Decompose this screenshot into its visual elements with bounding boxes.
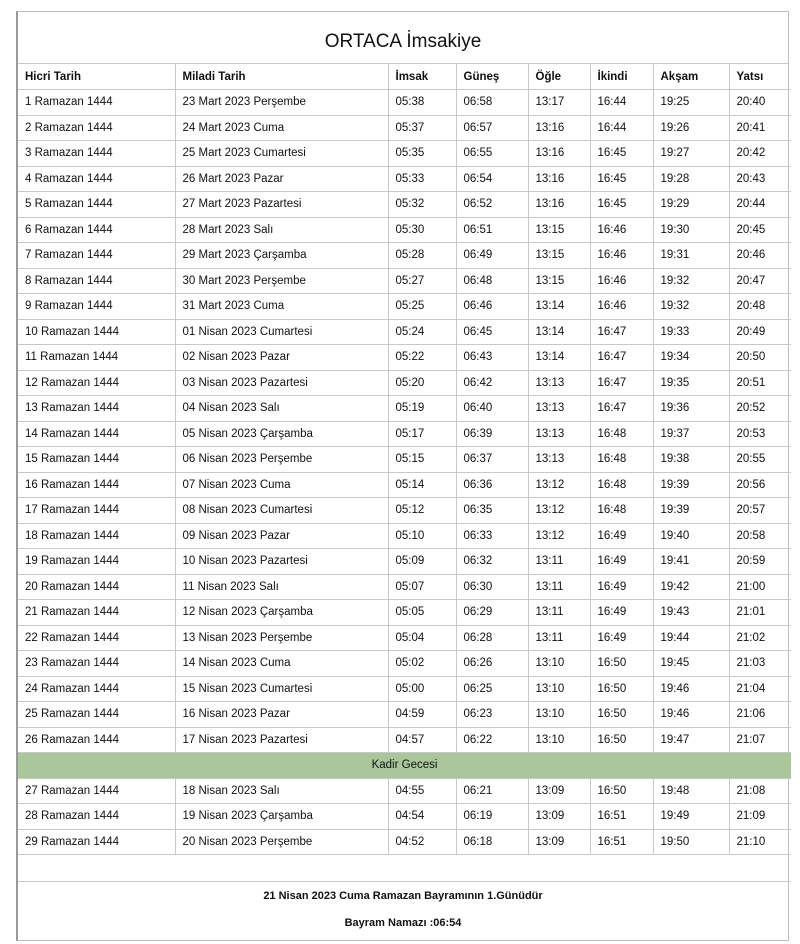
table-cell: 05:10 [388, 523, 456, 549]
table-cell: 09 Nisan 2023 Pazar [175, 523, 388, 549]
table-cell: 7 Ramazan 1444 [18, 243, 175, 269]
table-cell: 16:48 [590, 498, 653, 524]
table-cell: 13:10 [528, 727, 590, 753]
table-cell: 05:33 [388, 166, 456, 192]
table-cell: 16 Ramazan 1444 [18, 472, 175, 498]
table-row [18, 268, 791, 294]
table-cell: 16:47 [590, 345, 653, 371]
table-row [18, 702, 791, 728]
table-cell: 20:46 [729, 243, 791, 269]
header-ikindi: İkindi [590, 64, 653, 90]
table-cell: 13 Ramazan 1444 [18, 396, 175, 422]
table-cell: 13:13 [528, 447, 590, 473]
table-cell: 16:44 [590, 115, 653, 141]
table-cell: 05:12 [388, 498, 456, 524]
table-cell: 21:08 [729, 778, 791, 804]
table-cell: 16:48 [590, 421, 653, 447]
table-cell: 21:04 [729, 676, 791, 702]
table-cell: 06:35 [456, 498, 528, 524]
table-cell: 06:43 [456, 345, 528, 371]
table-cell: 13:16 [528, 192, 590, 218]
table-cell: 06:25 [456, 676, 528, 702]
table-cell: 31 Mart 2023 Cuma [175, 294, 388, 320]
table-cell: 06:57 [456, 115, 528, 141]
table-cell: 13:12 [528, 523, 590, 549]
table-cell: 16:47 [590, 319, 653, 345]
table-cell: 06:39 [456, 421, 528, 447]
table-cell: 05:00 [388, 676, 456, 702]
header-ogle: Öğle [528, 64, 590, 90]
header-hicri-tarih: Hicri Tarih [18, 64, 175, 90]
table-cell: 13:17 [528, 90, 590, 116]
spacer-row [18, 855, 791, 882]
table-row [18, 115, 791, 141]
table-row [18, 141, 791, 167]
table-cell: 19:40 [653, 523, 729, 549]
table-cell: 19:32 [653, 268, 729, 294]
table-cell: 06:36 [456, 472, 528, 498]
table-cell: 06:23 [456, 702, 528, 728]
table-cell: 04:55 [388, 778, 456, 804]
table-cell: 06:58 [456, 90, 528, 116]
table-cell: 30 Mart 2023 Perşembe [175, 268, 388, 294]
table-cell: 05:32 [388, 192, 456, 218]
table-body-second [18, 778, 791, 855]
table-cell: 19:31 [653, 243, 729, 269]
table-cell: 8 Ramazan 1444 [18, 268, 175, 294]
table-cell: 21:10 [729, 829, 791, 855]
table-cell: 25 Ramazan 1444 [18, 702, 175, 728]
table-cell: 21:01 [729, 600, 791, 626]
table-cell: 10 Nisan 2023 Pazartesi [175, 549, 388, 575]
table-cell: 16:50 [590, 778, 653, 804]
table-cell: 05 Nisan 2023 Çarşamba [175, 421, 388, 447]
table-cell: 04:59 [388, 702, 456, 728]
bayram-info [18, 882, 788, 938]
table-cell: 05:20 [388, 370, 456, 396]
table-cell: 13:16 [528, 166, 590, 192]
table-cell: 06:45 [456, 319, 528, 345]
table-cell: 21:06 [729, 702, 791, 728]
table-cell: 05:22 [388, 345, 456, 371]
table-cell: 07 Nisan 2023 Cuma [175, 472, 388, 498]
table-cell: 25 Mart 2023 Cumartesi [175, 141, 388, 167]
table-cell: 06:18 [456, 829, 528, 855]
table-cell: 06:37 [456, 447, 528, 473]
table-cell: 20:53 [729, 421, 791, 447]
table-cell: 2 Ramazan 1444 [18, 115, 175, 141]
table-cell: 06:26 [456, 651, 528, 677]
table-cell: 28 Ramazan 1444 [18, 804, 175, 830]
table-cell: 13:16 [528, 141, 590, 167]
table-cell: 4 Ramazan 1444 [18, 166, 175, 192]
table-cell: 19:36 [653, 396, 729, 422]
table-cell: 05:04 [388, 625, 456, 651]
table-cell: 19:25 [653, 90, 729, 116]
table-cell: 13:13 [528, 396, 590, 422]
table-cell: 13:11 [528, 574, 590, 600]
table-row [18, 217, 791, 243]
table-cell: 13:13 [528, 421, 590, 447]
table-cell: 05:35 [388, 141, 456, 167]
table-cell: 13:13 [528, 370, 590, 396]
table-cell: 06:30 [456, 574, 528, 600]
table-cell: 03 Nisan 2023 Pazartesi [175, 370, 388, 396]
table-cell: 19:44 [653, 625, 729, 651]
table-cell: 19:46 [653, 702, 729, 728]
table-cell: 06:51 [456, 217, 528, 243]
table-cell: 05:37 [388, 115, 456, 141]
table-cell: 22 Ramazan 1444 [18, 625, 175, 651]
table-row [18, 498, 791, 524]
table-cell: 20:45 [729, 217, 791, 243]
table-cell: 20:59 [729, 549, 791, 575]
table-cell: 20 Nisan 2023 Perşembe [175, 829, 388, 855]
table-row [18, 651, 791, 677]
table-cell: 29 Mart 2023 Çarşamba [175, 243, 388, 269]
table-cell: 16:49 [590, 523, 653, 549]
table-cell: 06:22 [456, 727, 528, 753]
table-cell: 13:14 [528, 345, 590, 371]
table-cell: 19:28 [653, 166, 729, 192]
table-cell: 27 Mart 2023 Pazartesi [175, 192, 388, 218]
table-cell: 05:05 [388, 600, 456, 626]
table-cell: 16:51 [590, 829, 653, 855]
table-cell: 16:51 [590, 804, 653, 830]
table-row [18, 676, 791, 702]
table-cell: 05:14 [388, 472, 456, 498]
table-cell: 13 Nisan 2023 Perşembe [175, 625, 388, 651]
table-cell: 04:54 [388, 804, 456, 830]
table-cell: 11 Ramazan 1444 [18, 345, 175, 371]
table-cell: 19 Ramazan 1444 [18, 549, 175, 575]
table-cell: 19:50 [653, 829, 729, 855]
table-cell: 13:15 [528, 243, 590, 269]
table-cell: 20:42 [729, 141, 791, 167]
table-row [18, 804, 791, 830]
bayram-namazi-text: Bayram Namazı :06:54 [344, 917, 462, 929]
table-row [18, 625, 791, 651]
table-cell: 06:33 [456, 523, 528, 549]
table-cell: 19:49 [653, 804, 729, 830]
table-cell: 16:50 [590, 702, 653, 728]
table-cell: 19:41 [653, 549, 729, 575]
table-cell: 20:40 [729, 90, 791, 116]
table-row [18, 549, 791, 575]
table-cell: 06:29 [456, 600, 528, 626]
prayer-times-table [18, 64, 791, 882]
table-cell: 16:49 [590, 549, 653, 575]
table-cell: 13:10 [528, 651, 590, 677]
table-cell: 28 Mart 2023 Salı [175, 217, 388, 243]
table-cell: 6 Ramazan 1444 [18, 217, 175, 243]
table-cell: 05:38 [388, 90, 456, 116]
table-cell: 20:57 [729, 498, 791, 524]
header-aksam: Akşam [653, 64, 729, 90]
table-row [18, 396, 791, 422]
table-cell: 06 Nisan 2023 Perşembe [175, 447, 388, 473]
table-cell: 3 Ramazan 1444 [18, 141, 175, 167]
table-cell: 13:15 [528, 268, 590, 294]
table-row [18, 447, 791, 473]
header-gunes: Güneş [456, 64, 528, 90]
table-cell: 20:47 [729, 268, 791, 294]
table-cell: 13:11 [528, 625, 590, 651]
table-cell: 19:26 [653, 115, 729, 141]
table-row [18, 345, 791, 371]
table-cell: 13:11 [528, 549, 590, 575]
table-cell: 11 Nisan 2023 Salı [175, 574, 388, 600]
table-cell: 10 Ramazan 1444 [18, 319, 175, 345]
table-cell: 19:47 [653, 727, 729, 753]
table-cell: 06:49 [456, 243, 528, 269]
table-cell: 16:50 [590, 651, 653, 677]
table-row [18, 523, 791, 549]
imsakiye-panel [16, 11, 789, 941]
table-cell: 05:30 [388, 217, 456, 243]
table-cell: 13:09 [528, 778, 590, 804]
table-cell: 21:09 [729, 804, 791, 830]
table-cell: 16:47 [590, 370, 653, 396]
table-cell: 06:48 [456, 268, 528, 294]
table-cell: 15 Ramazan 1444 [18, 447, 175, 473]
table-cell: 19:37 [653, 421, 729, 447]
table-cell: 12 Ramazan 1444 [18, 370, 175, 396]
table-cell: 08 Nisan 2023 Cumartesi [175, 498, 388, 524]
table-cell: 16:48 [590, 472, 653, 498]
table-cell: 13:09 [528, 804, 590, 830]
table-cell: 19:43 [653, 600, 729, 626]
table-cell: 13:14 [528, 319, 590, 345]
table-cell: 02 Nisan 2023 Pazar [175, 345, 388, 371]
table-row [18, 727, 791, 753]
table-cell: 19:45 [653, 651, 729, 677]
table-header-row [18, 64, 791, 90]
table-cell: 05:07 [388, 574, 456, 600]
table-cell: 19:29 [653, 192, 729, 218]
table-cell: 16:45 [590, 166, 653, 192]
table-cell: 9 Ramazan 1444 [18, 294, 175, 320]
table-cell: 04:52 [388, 829, 456, 855]
table-cell: 16:46 [590, 217, 653, 243]
table-cell: 16:46 [590, 294, 653, 320]
table-row [18, 243, 791, 269]
table-cell: 19:33 [653, 319, 729, 345]
table-cell: 15 Nisan 2023 Cumartesi [175, 676, 388, 702]
table-cell: 06:42 [456, 370, 528, 396]
table-row [18, 294, 791, 320]
table-cell: 16:45 [590, 192, 653, 218]
table-cell: 21 Ramazan 1444 [18, 600, 175, 626]
table-cell: 05:17 [388, 421, 456, 447]
table-cell: 16:49 [590, 625, 653, 651]
table-cell: 20:44 [729, 192, 791, 218]
table-cell: 13:12 [528, 498, 590, 524]
table-cell: 19:38 [653, 447, 729, 473]
table-cell: 05:25 [388, 294, 456, 320]
table-cell: 16:46 [590, 268, 653, 294]
table-cell: 04 Nisan 2023 Salı [175, 396, 388, 422]
table-cell: 17 Nisan 2023 Pazartesi [175, 727, 388, 753]
table-cell: 05:15 [388, 447, 456, 473]
table-cell: 13:10 [528, 702, 590, 728]
table-cell: 19:48 [653, 778, 729, 804]
table-cell: 20:48 [729, 294, 791, 320]
table-row [18, 421, 791, 447]
table-cell: 16:49 [590, 600, 653, 626]
table-cell: 05:09 [388, 549, 456, 575]
table-cell: 16:46 [590, 243, 653, 269]
table-cell: 13:12 [528, 472, 590, 498]
table-row [18, 319, 791, 345]
table-cell: 20:52 [729, 396, 791, 422]
table-body-first [18, 90, 791, 753]
table-cell: 20:50 [729, 345, 791, 371]
table-cell: 19:39 [653, 498, 729, 524]
table-cell: 20 Ramazan 1444 [18, 574, 175, 600]
table-cell: 13:10 [528, 676, 590, 702]
table-cell: 21:00 [729, 574, 791, 600]
table-cell: 06:32 [456, 549, 528, 575]
table-cell: 19:35 [653, 370, 729, 396]
table-cell: 23 Ramazan 1444 [18, 651, 175, 677]
table-cell: 05:28 [388, 243, 456, 269]
table-row [18, 574, 791, 600]
table-cell: 12 Nisan 2023 Çarşamba [175, 600, 388, 626]
table-cell: 13:14 [528, 294, 590, 320]
table-cell: 16:49 [590, 574, 653, 600]
table-cell: 19:30 [653, 217, 729, 243]
table-cell: 20:51 [729, 370, 791, 396]
table-cell: 21:07 [729, 727, 791, 753]
table-cell: 13:11 [528, 600, 590, 626]
table-cell: 20:58 [729, 523, 791, 549]
table-cell: 06:55 [456, 141, 528, 167]
table-cell: 16 Nisan 2023 Pazar [175, 702, 388, 728]
table-cell: 16:45 [590, 141, 653, 167]
table-cell: 26 Ramazan 1444 [18, 727, 175, 753]
table-cell: 1 Ramazan 1444 [18, 90, 175, 116]
kadir-gecesi-row [18, 753, 791, 779]
table-cell: 16:44 [590, 90, 653, 116]
table-cell: 04:57 [388, 727, 456, 753]
page-title: ORTACA İmsakiye [18, 12, 788, 64]
kadir-gecesi-label: Kadir Gecesi [18, 753, 791, 779]
table-cell: 27 Ramazan 1444 [18, 778, 175, 804]
table-cell: 20:43 [729, 166, 791, 192]
table-cell: 13:09 [528, 829, 590, 855]
table-cell: 06:54 [456, 166, 528, 192]
table-cell: 20:56 [729, 472, 791, 498]
table-cell: 01 Nisan 2023 Cumartesi [175, 319, 388, 345]
table-cell: 19 Nisan 2023 Çarşamba [175, 804, 388, 830]
table-cell: 19:27 [653, 141, 729, 167]
header-imsak: İmsak [388, 64, 456, 90]
table-cell: 16:50 [590, 676, 653, 702]
table-cell: 16:48 [590, 447, 653, 473]
table-cell: 19:39 [653, 472, 729, 498]
table-cell: 05:19 [388, 396, 456, 422]
table-cell: 13:16 [528, 115, 590, 141]
table-cell: 06:52 [456, 192, 528, 218]
table-cell: 17 Ramazan 1444 [18, 498, 175, 524]
table-cell: 06:46 [456, 294, 528, 320]
table-cell: 14 Nisan 2023 Cuma [175, 651, 388, 677]
table-cell: 06:19 [456, 804, 528, 830]
table-cell: 20:55 [729, 447, 791, 473]
table-row [18, 829, 791, 855]
header-miladi-tarih: Miladi Tarih [175, 64, 388, 90]
table-cell: 19:42 [653, 574, 729, 600]
table-cell: 24 Ramazan 1444 [18, 676, 175, 702]
bayram-date-text: 21 Nisan 2023 Cuma Ramazan Bayramının 1.Günüdür [263, 890, 543, 902]
table-cell: 26 Mart 2023 Pazar [175, 166, 388, 192]
table-row [18, 166, 791, 192]
table-cell: 05:24 [388, 319, 456, 345]
table-cell: 18 Ramazan 1444 [18, 523, 175, 549]
table-row [18, 472, 791, 498]
table-cell: 21:03 [729, 651, 791, 677]
table-cell: 18 Nisan 2023 Salı [175, 778, 388, 804]
table-cell: 06:21 [456, 778, 528, 804]
table-row [18, 370, 791, 396]
table-cell: 20:41 [729, 115, 791, 141]
table-cell: 5 Ramazan 1444 [18, 192, 175, 218]
table-cell: 20:49 [729, 319, 791, 345]
table-row [18, 778, 791, 804]
table-cell: 06:28 [456, 625, 528, 651]
table-cell: 05:27 [388, 268, 456, 294]
table-cell: 05:02 [388, 651, 456, 677]
table-cell: 16:47 [590, 396, 653, 422]
table-cell: 19:46 [653, 676, 729, 702]
table-cell: 29 Ramazan 1444 [18, 829, 175, 855]
table-row [18, 600, 791, 626]
table-cell: 21:02 [729, 625, 791, 651]
table-cell: 13:15 [528, 217, 590, 243]
table-cell: 19:32 [653, 294, 729, 320]
table-row [18, 192, 791, 218]
table-cell: 23 Mart 2023 Perşembe [175, 90, 388, 116]
table-cell: 14 Ramazan 1444 [18, 421, 175, 447]
table-cell: 24 Mart 2023 Cuma [175, 115, 388, 141]
header-yatsi: Yatsı [729, 64, 791, 90]
table-cell: 16:50 [590, 727, 653, 753]
table-cell: 06:40 [456, 396, 528, 422]
table-cell: 19:34 [653, 345, 729, 371]
table-row [18, 90, 791, 116]
